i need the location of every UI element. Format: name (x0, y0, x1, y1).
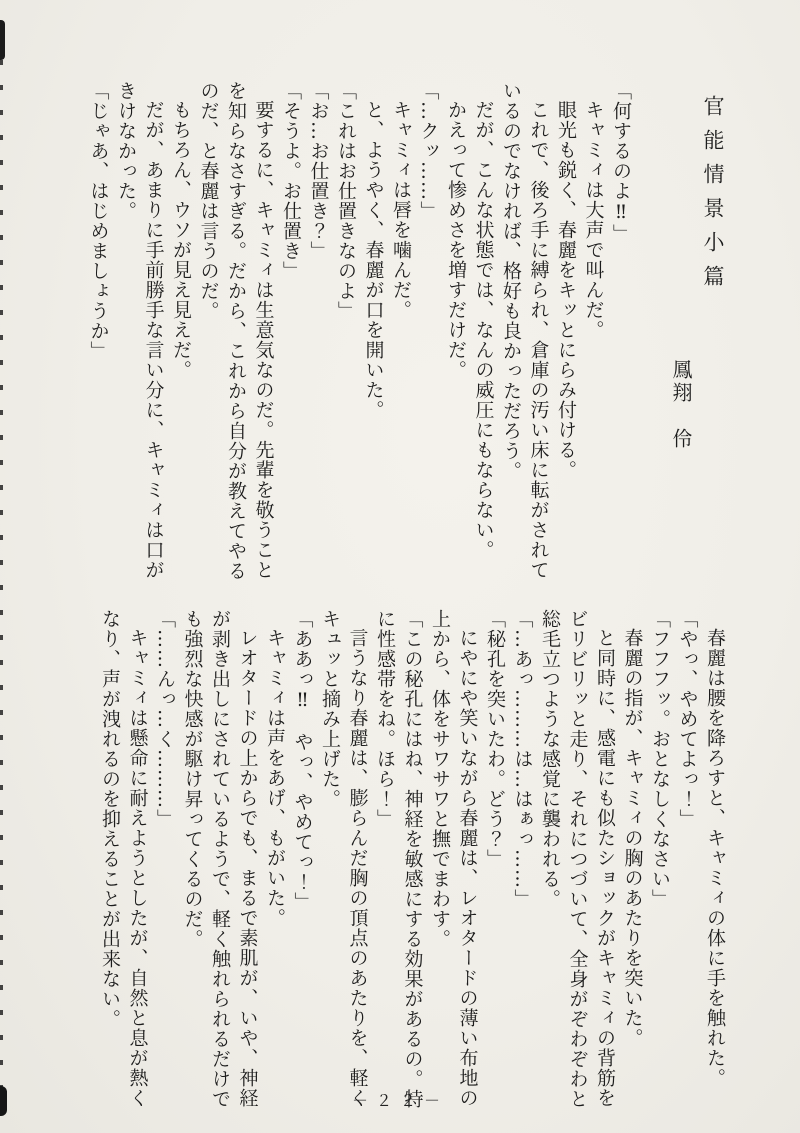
scan-artifact-top-left (0, 20, 5, 60)
story-line: キャミィは唇を噛んだ。 (390, 100, 412, 320)
story-line: 「……んっ…く………」 (154, 609, 176, 829)
story-line: 要するに、キャミィは生意気なのだ。先輩を敬うこと (252, 100, 275, 580)
story-lines-bottom (96, 609, 729, 1114)
story-line: いるのでなければ、格好も良かっただろう。 (500, 81, 522, 481)
story-line: キュッと摘み上げた。 (319, 609, 341, 809)
story-line: と、ようやく、春麗が口を開いた。 (362, 100, 385, 420)
story-line: 眼光も鋭く、春麗をキッとにらみ付ける。 (555, 100, 577, 480)
story-line: 「…クッ……」 (417, 81, 440, 221)
story-line: 「フフフッ。おとなしくなさい」 (649, 609, 671, 909)
story-line: なり、声が洩れるのを抑えることが出来ない。 (99, 609, 121, 1029)
story-line: 「じゃあ、はじめましょうか」 (87, 81, 110, 361)
story-line: ビリビリッと走り、それにつづいて、全身がぞわぞわと (566, 609, 589, 1109)
story-line: きけなかった。 (115, 81, 137, 221)
story-line: これで、後ろ手に縛られ、倉庫の汚い床に転がされて (527, 100, 550, 580)
story-line: のだ、と春麗は言うのだ。 (197, 81, 220, 321)
story-line: と同時に、感電にも似たショックがキャミィの背筋を (594, 628, 616, 1108)
story-line: 「やっ、やめてよっ！」 (676, 609, 699, 829)
story-line: 「…あっ………は…はぁっ……」 (511, 609, 534, 909)
story-line: 「この秘孔にはね、神経を敏感にする効果があるの。特 (401, 609, 424, 1109)
page-title: 官能情景小篇 (701, 95, 725, 300)
story-line: 春麗は腰を降ろすと、キャミィの体に手を触れた。 (704, 628, 726, 1088)
story-section-bottom (96, 609, 729, 1114)
story-line: 「ああっ‼ やっ、やめてっ！」 (291, 609, 314, 912)
story-section-top (84, 81, 730, 586)
story-line: が剥き出しにされているようで、軽く触れられるだけで (209, 609, 231, 1109)
story-line: だが、こんな状態では、なんの威圧にもならない。 (472, 100, 495, 560)
story-line: 総毛立つような感覚に襲われる。 (539, 609, 561, 909)
story-line: かえって惨めさを増すだけだ。 (445, 100, 467, 380)
story-line: もちろん、ウソが見え見えだ。 (170, 100, 192, 380)
story-line: 春麗の指が、キャミィの胸のあたりを突いた。 (621, 628, 644, 1048)
story-line: だが、あまりに手前勝手な言い分に、キャミィは口が (142, 100, 165, 580)
story-line: 「何するのよ‼」 (610, 81, 632, 244)
story-line: キャミィは声をあげ、もがいた。 (264, 628, 286, 928)
story-line: に性感帯をね。ほら！」 (374, 609, 396, 829)
story-line: キャミィは懸命に耐えようとしたが、自然と息が熱く (126, 628, 149, 1108)
story-line: も強烈な快感が駆け昇ってくるのだ。 (181, 609, 204, 949)
page-number: －２２－ (351, 1091, 448, 1110)
story-line: にやにや笑いながら春麗は、レオタードの薄い布地の (456, 628, 479, 1108)
story-line: 「これはお仕置きなのよ」 (335, 81, 357, 321)
story-lines-top (84, 81, 634, 586)
scan-edge-marks (0, 60, 3, 1120)
story-line: 言うなり春麗は、膨らんだ胸の頂点のあたりを、軽く (346, 628, 369, 1108)
story-line: を知らなさすぎる。だから、これから自分が教えてやる (225, 81, 247, 581)
author-name: 鳳翔 伶 (669, 359, 693, 451)
story-line: 「お…お仕置き？」 (307, 81, 330, 261)
story-line: 上から、体をサワサワと撫でまわす。 (429, 609, 451, 949)
story-line: レオタードの上からでも、まるで素肌が、いや、神経 (236, 628, 259, 1108)
story-line: キャミィは大声で叫んだ。 (582, 100, 605, 340)
story-line: 「秘孔を突いたわ。どう？」 (484, 609, 506, 869)
story-line: 「そうよ。お仕置き」 (280, 81, 302, 281)
